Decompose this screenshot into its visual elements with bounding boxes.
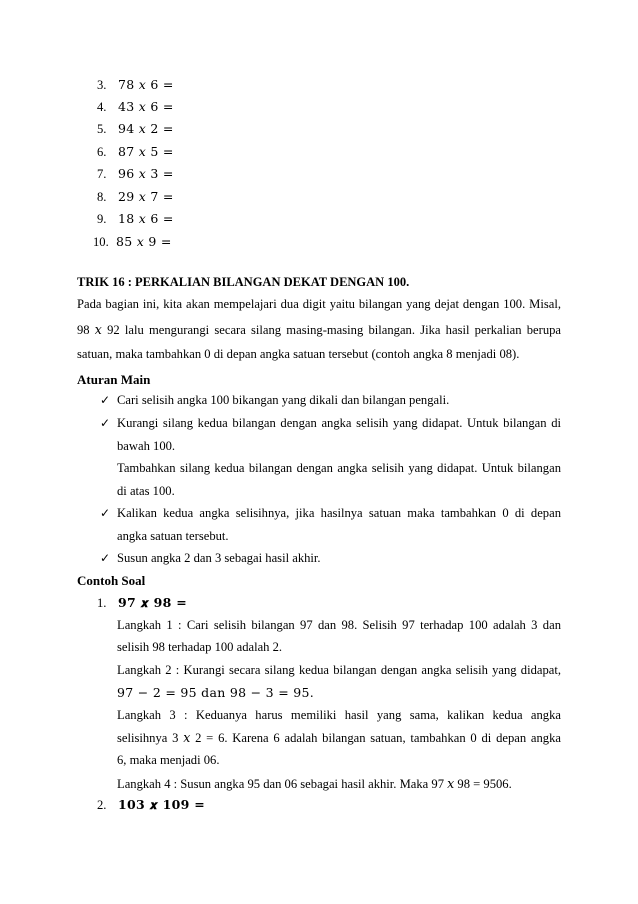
rule-text: Kurangi silang kedua bilangan dengan angka selisih yang didapat. Untuk bilangan di: [117, 416, 561, 430]
step-text: Langkah 3 : Keduanya harus memiliki hasil yang sama, kalikan kedua angka: [117, 708, 561, 722]
step-text: Langkah 4 : Susun angka 95 dan 06 sebagai hasil akhir. Maka 97 𝑥 98 = 9506.: [117, 777, 512, 791]
intro-line: Pada bagian ini, kita akan mempelajari dua digit yaitu bilangan yang dejat dengan 100. Misal,: [77, 297, 561, 311]
example-expression: 𝟗𝟕 𝒙 𝟗𝟖 =: [118, 595, 188, 610]
exercise-number: 6.: [97, 145, 107, 159]
checkmark-icon: ✓: [100, 416, 111, 430]
step-text: selisihnya 3 𝑥 2 = 6. Karena 6 adalah bilangan satuan, tambahkan 0 di depan angka: [117, 731, 561, 745]
rule-text: bawah 100.: [117, 439, 176, 453]
checkmark-icon: ✓: [100, 506, 111, 520]
exercise-expression: 18 𝑥 6 =: [118, 211, 174, 226]
exercise-number: 3.: [97, 78, 107, 92]
step-text: 6, maka menjadi 06.: [117, 753, 220, 767]
exercise-number: 8.: [97, 190, 107, 204]
exercise-expression: 29 𝑥 7 =: [118, 189, 174, 204]
step-text: 97 − 2 = 95 dan 98 − 3 = 95.: [117, 685, 315, 700]
exercise-number: 5.: [97, 122, 107, 136]
step-text: Langkah 2 : Kurangi secara silang kedua bilangan dengan angka selisih yang didapat,: [117, 663, 561, 677]
exercise-expression: 85 𝑥 9 =: [116, 234, 172, 249]
examples-title: Contoh Soal: [77, 573, 146, 588]
exercise-number: 10.: [93, 235, 109, 249]
example-number: 1.: [97, 596, 107, 610]
intro-line: satuan, maka tambahkan 0 di depan angka satuan tersebut (contoh angka 8 menjadi 08).: [77, 347, 520, 361]
exercise-expression: 87 𝑥 5 =: [118, 144, 174, 159]
rule-text: Kalikan kedua angka selisihnya, jika hasilnya satuan maka tambahkan 0 di depan: [117, 506, 561, 520]
rules-title: Aturan Main: [77, 372, 151, 387]
exercise-number: 7.: [97, 167, 107, 181]
section-title: TRIK 16 : PERKALIAN BILANGAN DEKAT DENGAN 100.: [77, 275, 410, 289]
exercise-expression: 94 𝑥 2 =: [118, 121, 174, 136]
exercise-expression: 43 𝑥 6 =: [118, 99, 174, 114]
rule-text: di atas 100.: [117, 484, 175, 498]
exercise-expression: 96 𝑥 3 =: [118, 166, 174, 181]
step-text: Langkah 1 : Cari selisih bilangan 97 dan 98. Selisih 97 terhadap 100 adalah 3 dan: [117, 618, 561, 632]
rule-text: Tambahkan silang kedua bilangan dengan angka selisih yang didapat. Untuk bilangan: [117, 461, 561, 475]
rule-text: Susun angka 2 dan 3 sebagai hasil akhir.: [117, 551, 321, 565]
checkmark-icon: ✓: [100, 393, 111, 407]
exercise-expression: 78 𝑥 6 =: [118, 77, 174, 92]
example-number: 2.: [97, 798, 107, 812]
rule-text: angka satuan tersebut.: [117, 529, 229, 543]
example-expression: 𝟏𝟎𝟑 𝒙 𝟏𝟎𝟗 =: [118, 797, 206, 812]
exercise-number: 4.: [97, 100, 107, 114]
checkmark-icon: ✓: [100, 551, 111, 565]
exercise-number: 9.: [97, 212, 107, 226]
step-text: selisih 98 terhadap 100 adalah 2.: [117, 640, 283, 654]
intro-line: 98 𝑥 92 lalu mengurangi secara silang masing-masing bilangan. Jika hasil perkalian berupa: [77, 323, 561, 337]
rule-text: Cari selisih angka 100 bikangan yang dikali dan bilangan pengali.: [117, 393, 450, 407]
